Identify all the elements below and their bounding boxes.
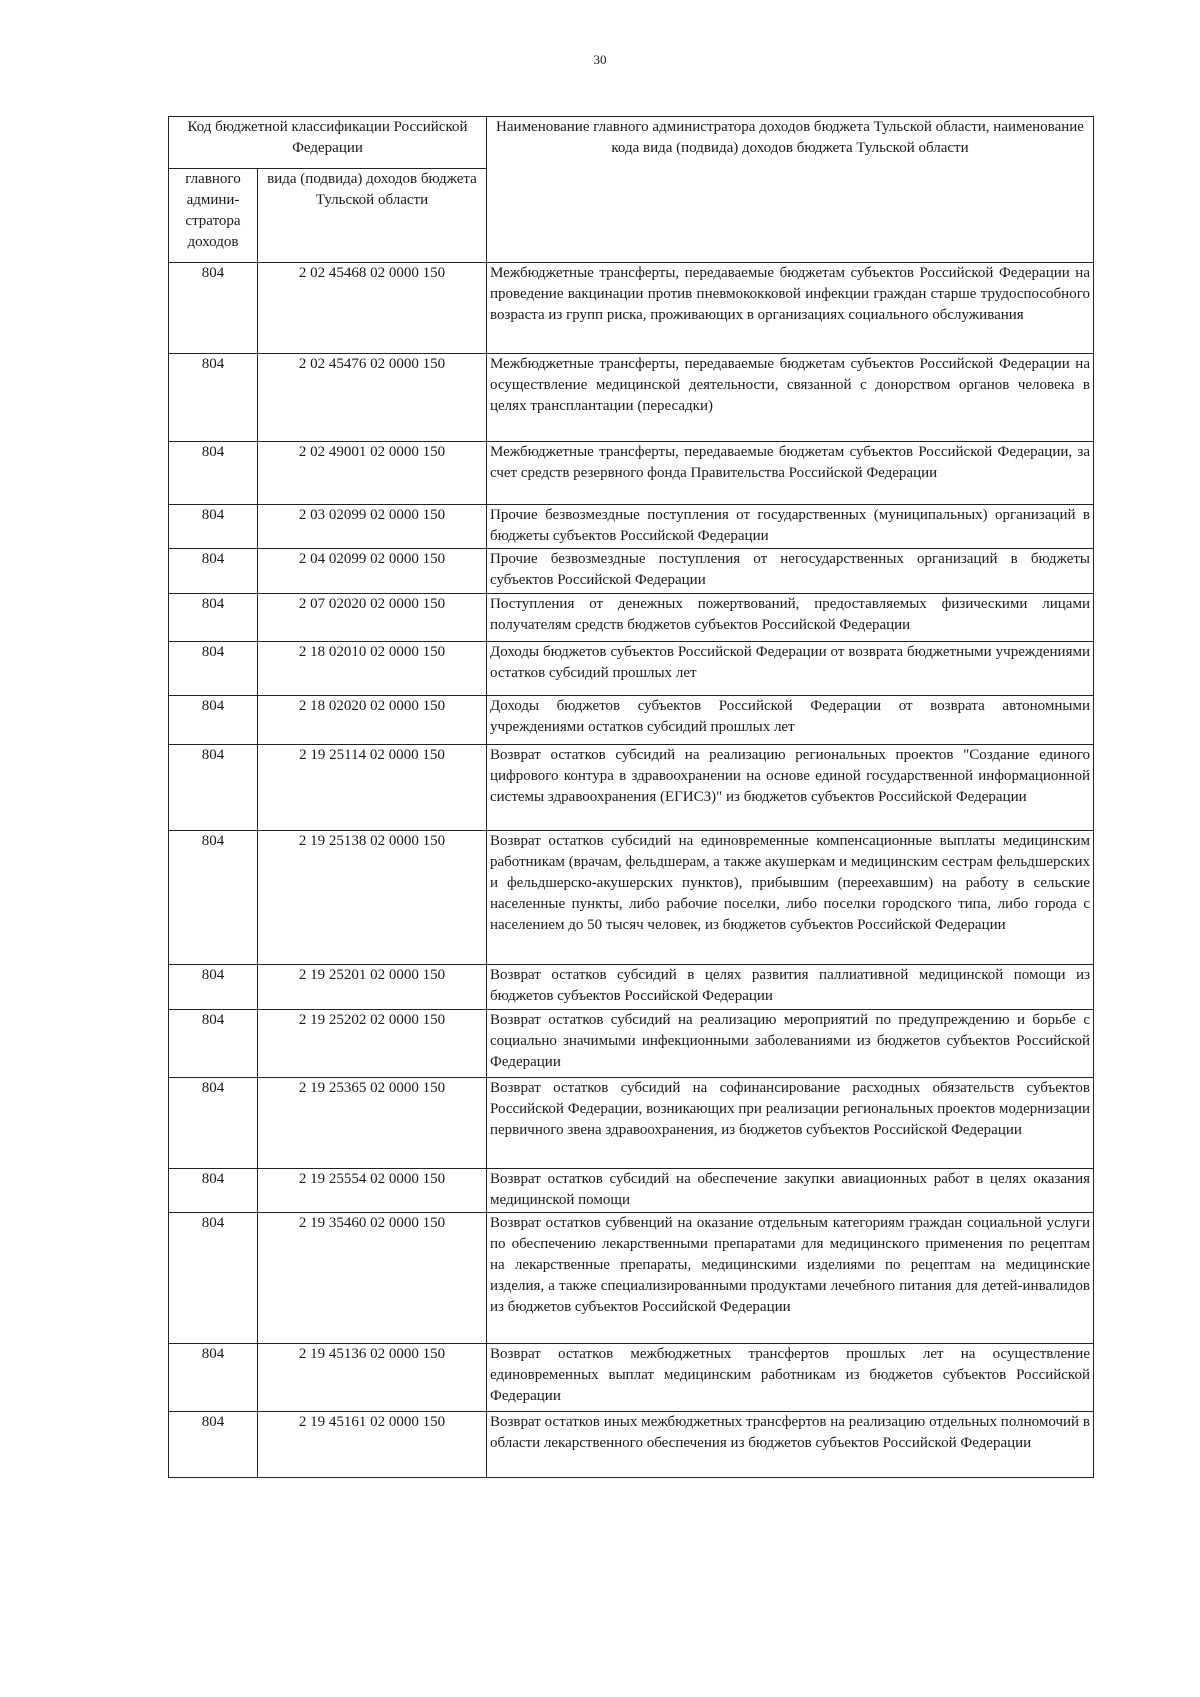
- table-row: [169, 549, 1094, 594]
- income-name-cell: Возврат остатков субсидий на обеспечение закупки авиационных работ в целях оказания медицинской помощи: [487, 1169, 1094, 1213]
- income-name-cell: Возврат остатков субсидий на единовременные компенсационные выплаты медицинским работникам (врачам, фельдшерам, а также акушеркам и медицинским сестрам фельдшерских и фельдшерско-акушерских пунктов), прибывшим (переехавшим) на работу в сельские населенные пункты, либо рабочие поселки, либо поселки городского типа, либо города с населением до 50 тысяч человек, из бюджетов субъектов Российской Федерации: [487, 831, 1094, 965]
- table-row: [169, 505, 1094, 549]
- admin-code-cell: 804: [169, 965, 258, 1010]
- admin-code-cell: 804: [169, 1412, 258, 1478]
- admin-code-cell: 804: [169, 1010, 258, 1078]
- income-code-cell: 2 04 02099 02 0000 150: [258, 549, 487, 594]
- income-name-cell: Возврат остатков межбюджетных трансфертов прошлых лет на осуществление единовременных выплат медицинским работникам из бюджетов субъектов Российской Федерации: [487, 1344, 1094, 1412]
- header-admin-code: главного админи-стратора доходов: [169, 169, 258, 263]
- admin-code-cell: 804: [169, 1078, 258, 1169]
- admin-code-cell: 804: [169, 549, 258, 594]
- admin-code-cell: 804: [169, 642, 258, 696]
- income-code-cell: 2 19 25201 02 0000 150: [258, 965, 487, 1010]
- income-code-cell: 2 19 25202 02 0000 150: [258, 1010, 487, 1078]
- income-name-cell: Межбюджетные трансферты, передаваемые бюджетам субъектов Российской Федерации на осуществление медицинской деятельности, связанной с донорством органов человека в целях трансплантации (пересадки): [487, 354, 1094, 442]
- admin-code-cell: 804: [169, 594, 258, 642]
- header-name: Наименование главного администратора доходов бюджета Тульской области, наименование кода вида (подвида) доходов бюджета Тульской области: [487, 117, 1094, 263]
- table-row: [169, 831, 1094, 965]
- table-row: [169, 1078, 1094, 1169]
- table-row: [169, 354, 1094, 442]
- table-row: [169, 263, 1094, 354]
- table-row: [169, 745, 1094, 831]
- income-name-cell: Возврат остатков субсидий на софинансирование расходных обязательств субъектов Российской Федерации, возникающих при реализации региональных проектов модернизации первичного звена здравоохранения, из бюджетов субъектов Российской Федерации: [487, 1078, 1094, 1169]
- table-row: [169, 1344, 1094, 1412]
- income-name-cell: Возврат остатков субсидий на реализацию региональных проектов "Создание единого цифрового контура в здравоохранении на основе единой государственной информационной системы здравоохранения (ЕГИСЗ)" из бюджетов субъектов Российской Федерации: [487, 745, 1094, 831]
- admin-code-cell: 804: [169, 1344, 258, 1412]
- income-name-cell: Межбюджетные трансферты, передаваемые бюджетам субъектов Российской Федерации на проведение вакцинации против пневмококковой инфекции граждан старше трудоспособного возраста из групп риска, проживающих в организациях социального обслуживания: [487, 263, 1094, 354]
- admin-code-cell: 804: [169, 354, 258, 442]
- income-name-cell: Прочие безвозмездные поступления от государственных (муниципальных) организаций в бюджеты субъектов Российской Федерации: [487, 505, 1094, 549]
- income-code-cell: 2 19 35460 02 0000 150: [258, 1213, 487, 1344]
- table-row: [169, 1213, 1094, 1344]
- table-row: [169, 1412, 1094, 1478]
- income-code-cell: 2 19 25365 02 0000 150: [258, 1078, 487, 1169]
- admin-code-cell: 804: [169, 745, 258, 831]
- income-name-cell: Возврат остатков субвенций на оказание отдельным категориям граждан социальной услуги по обеспечению лекарственными препаратами для медицинского применения по рецептам на лекарственные препараты, медицинскими изделиями по рецептам на медицинские изделия, а также специализированными продуктами лечебного питания для детей-инвалидов из бюджетов субъектов Российской Федерации: [487, 1213, 1094, 1344]
- table-row: [169, 594, 1094, 642]
- income-code-cell: 2 02 45476 02 0000 150: [258, 354, 487, 442]
- table-row: [169, 1010, 1094, 1078]
- table-row: [169, 965, 1094, 1010]
- income-name-cell: Возврат остатков иных межбюджетных трансфертов на реализацию отдельных полномочий в области лекарственного обеспечения из бюджетов субъектов Российской Федерации: [487, 1412, 1094, 1478]
- admin-code-cell: 804: [169, 696, 258, 745]
- admin-code-cell: 804: [169, 831, 258, 965]
- admin-code-cell: 804: [169, 1169, 258, 1213]
- income-name-cell: Доходы бюджетов субъектов Российской Федерации от возврата бюджетными учреждениями остатков субсидий прошлых лет: [487, 642, 1094, 696]
- income-code-cell: 2 19 45161 02 0000 150: [258, 1412, 487, 1478]
- table-row: [169, 696, 1094, 745]
- budget-classification-table: [168, 116, 1094, 1478]
- income-name-cell: Поступления от денежных пожертвований, предоставляемых физическими лицами получателям средств бюджетов субъектов Российской Федерации: [487, 594, 1094, 642]
- income-name-cell: Возврат остатков субсидий на реализацию мероприятий по предупреждению и борьбе с социально значимыми инфекционными заболеваниями из бюджетов субъектов Российской Федерации: [487, 1010, 1094, 1078]
- income-code-cell: 2 02 49001 02 0000 150: [258, 442, 487, 505]
- table-row: [169, 642, 1094, 696]
- income-code-cell: 2 03 02099 02 0000 150: [258, 505, 487, 549]
- header-kind-code: вида (подвида) доходов бюджета Тульской области: [258, 169, 487, 263]
- header-classification-code: Код бюджетной классификации Российской Федерации: [169, 117, 487, 169]
- income-name-cell: Прочие безвозмездные поступления от негосударственных организаций в бюджеты субъектов Российской Федерации: [487, 549, 1094, 594]
- admin-code-cell: 804: [169, 442, 258, 505]
- page-number: 30: [593, 52, 607, 67]
- admin-code-cell: 804: [169, 505, 258, 549]
- income-code-cell: 2 19 25114 02 0000 150: [258, 745, 487, 831]
- table-row: [169, 442, 1094, 505]
- income-name-cell: Возврат остатков субсидий в целях развития паллиативной медицинской помощи из бюджетов субъектов Российской Федерации: [487, 965, 1094, 1010]
- income-name-cell: Межбюджетные трансферты, передаваемые бюджетам субъектов Российской Федерации, за счет средств резервного фонда Правительства Российской Федерации: [487, 442, 1094, 505]
- table-row: [169, 1169, 1094, 1213]
- income-code-cell: 2 02 45468 02 0000 150: [258, 263, 487, 354]
- header-row: [169, 117, 1094, 169]
- income-code-cell: 2 18 02010 02 0000 150: [258, 642, 487, 696]
- admin-code-cell: 804: [169, 263, 258, 354]
- income-name-cell: Доходы бюджетов субъектов Российской Федерации от возврата автономными учреждениями остатков субсидий прошлых лет: [487, 696, 1094, 745]
- income-code-cell: 2 18 02020 02 0000 150: [258, 696, 487, 745]
- admin-code-cell: 804: [169, 1213, 258, 1344]
- income-code-cell: 2 19 45136 02 0000 150: [258, 1344, 487, 1412]
- income-code-cell: 2 19 25138 02 0000 150: [258, 831, 487, 965]
- income-code-cell: 2 07 02020 02 0000 150: [258, 594, 487, 642]
- income-code-cell: 2 19 25554 02 0000 150: [258, 1169, 487, 1213]
